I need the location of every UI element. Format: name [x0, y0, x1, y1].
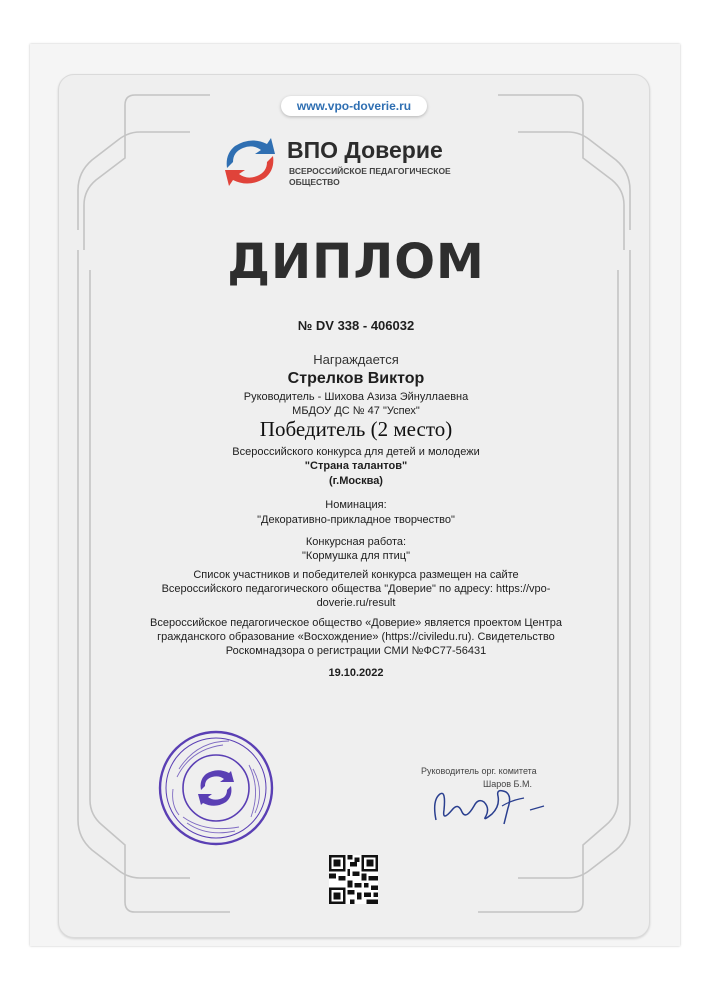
results-text-line: Всероссийского педагогического общества "Доверие" по адресу: https://vpo-: [161, 583, 551, 595]
handwritten-signature: [428, 780, 558, 830]
website-url-badge: [281, 96, 427, 116]
results-text-line: doverie.ru/result: [316, 597, 396, 609]
recipient-name: Стрелков Виктор: [287, 370, 425, 387]
about-text-line: Роскомнадзора о регистрации СМИ №ФС77-56431: [225, 645, 487, 657]
contest-city: (г.Москва): [329, 475, 383, 487]
leader-line: Руководитель - Шихова Азиза Эйнуллаевна: [243, 391, 469, 403]
org-name: ВПО Доверие: [287, 137, 443, 163]
contest-line: Всероссийского конкурса для детей и молодежи: [232, 446, 480, 458]
awarded-label: Награждается: [313, 352, 399, 367]
issue-date: 19.10.2022: [328, 667, 384, 679]
work-value: "Кормушка для птиц": [302, 550, 410, 562]
nomination-label: Номинация:: [325, 499, 387, 511]
results-text-line: Список участников и победителей конкурса размещен на сайте: [193, 569, 519, 581]
website-url: www.vpo-doverie.ru: [296, 99, 412, 113]
contest-name: "Страна талантов": [304, 460, 408, 472]
about-text-line: гражданского образование «Восхождение» (https://civiledu.ru). Свидетельство: [157, 631, 555, 643]
nomination-value: "Декоративно-прикладное творчество": [257, 514, 455, 526]
work-label: Конкурсная работа:: [305, 536, 407, 548]
about-text-line: Всероссийское педагогическое общество «Доверие» является проектом Центра: [150, 617, 562, 629]
official-seal-stamp: [157, 729, 275, 847]
diploma-title: ДИПЛОМ: [227, 234, 485, 290]
vpo-logo-icon: [221, 136, 279, 188]
qr-code: [329, 855, 378, 904]
org-subtitle: ВСЕРОССИЙСКОЕ ПЕДАГОГИЧЕСКОЕ ОБЩЕСТВО: [289, 166, 451, 187]
signature-caption-role: Руководитель орг. комитета: [421, 766, 537, 776]
signature-caption-name: Шаров Б.М.: [483, 779, 532, 789]
diploma-number: № DV 338 - 406032: [297, 318, 415, 333]
school-line: МБДОУ ДС № 47 "Успех": [292, 405, 420, 417]
place-line: Победитель (2 место): [259, 417, 453, 441]
